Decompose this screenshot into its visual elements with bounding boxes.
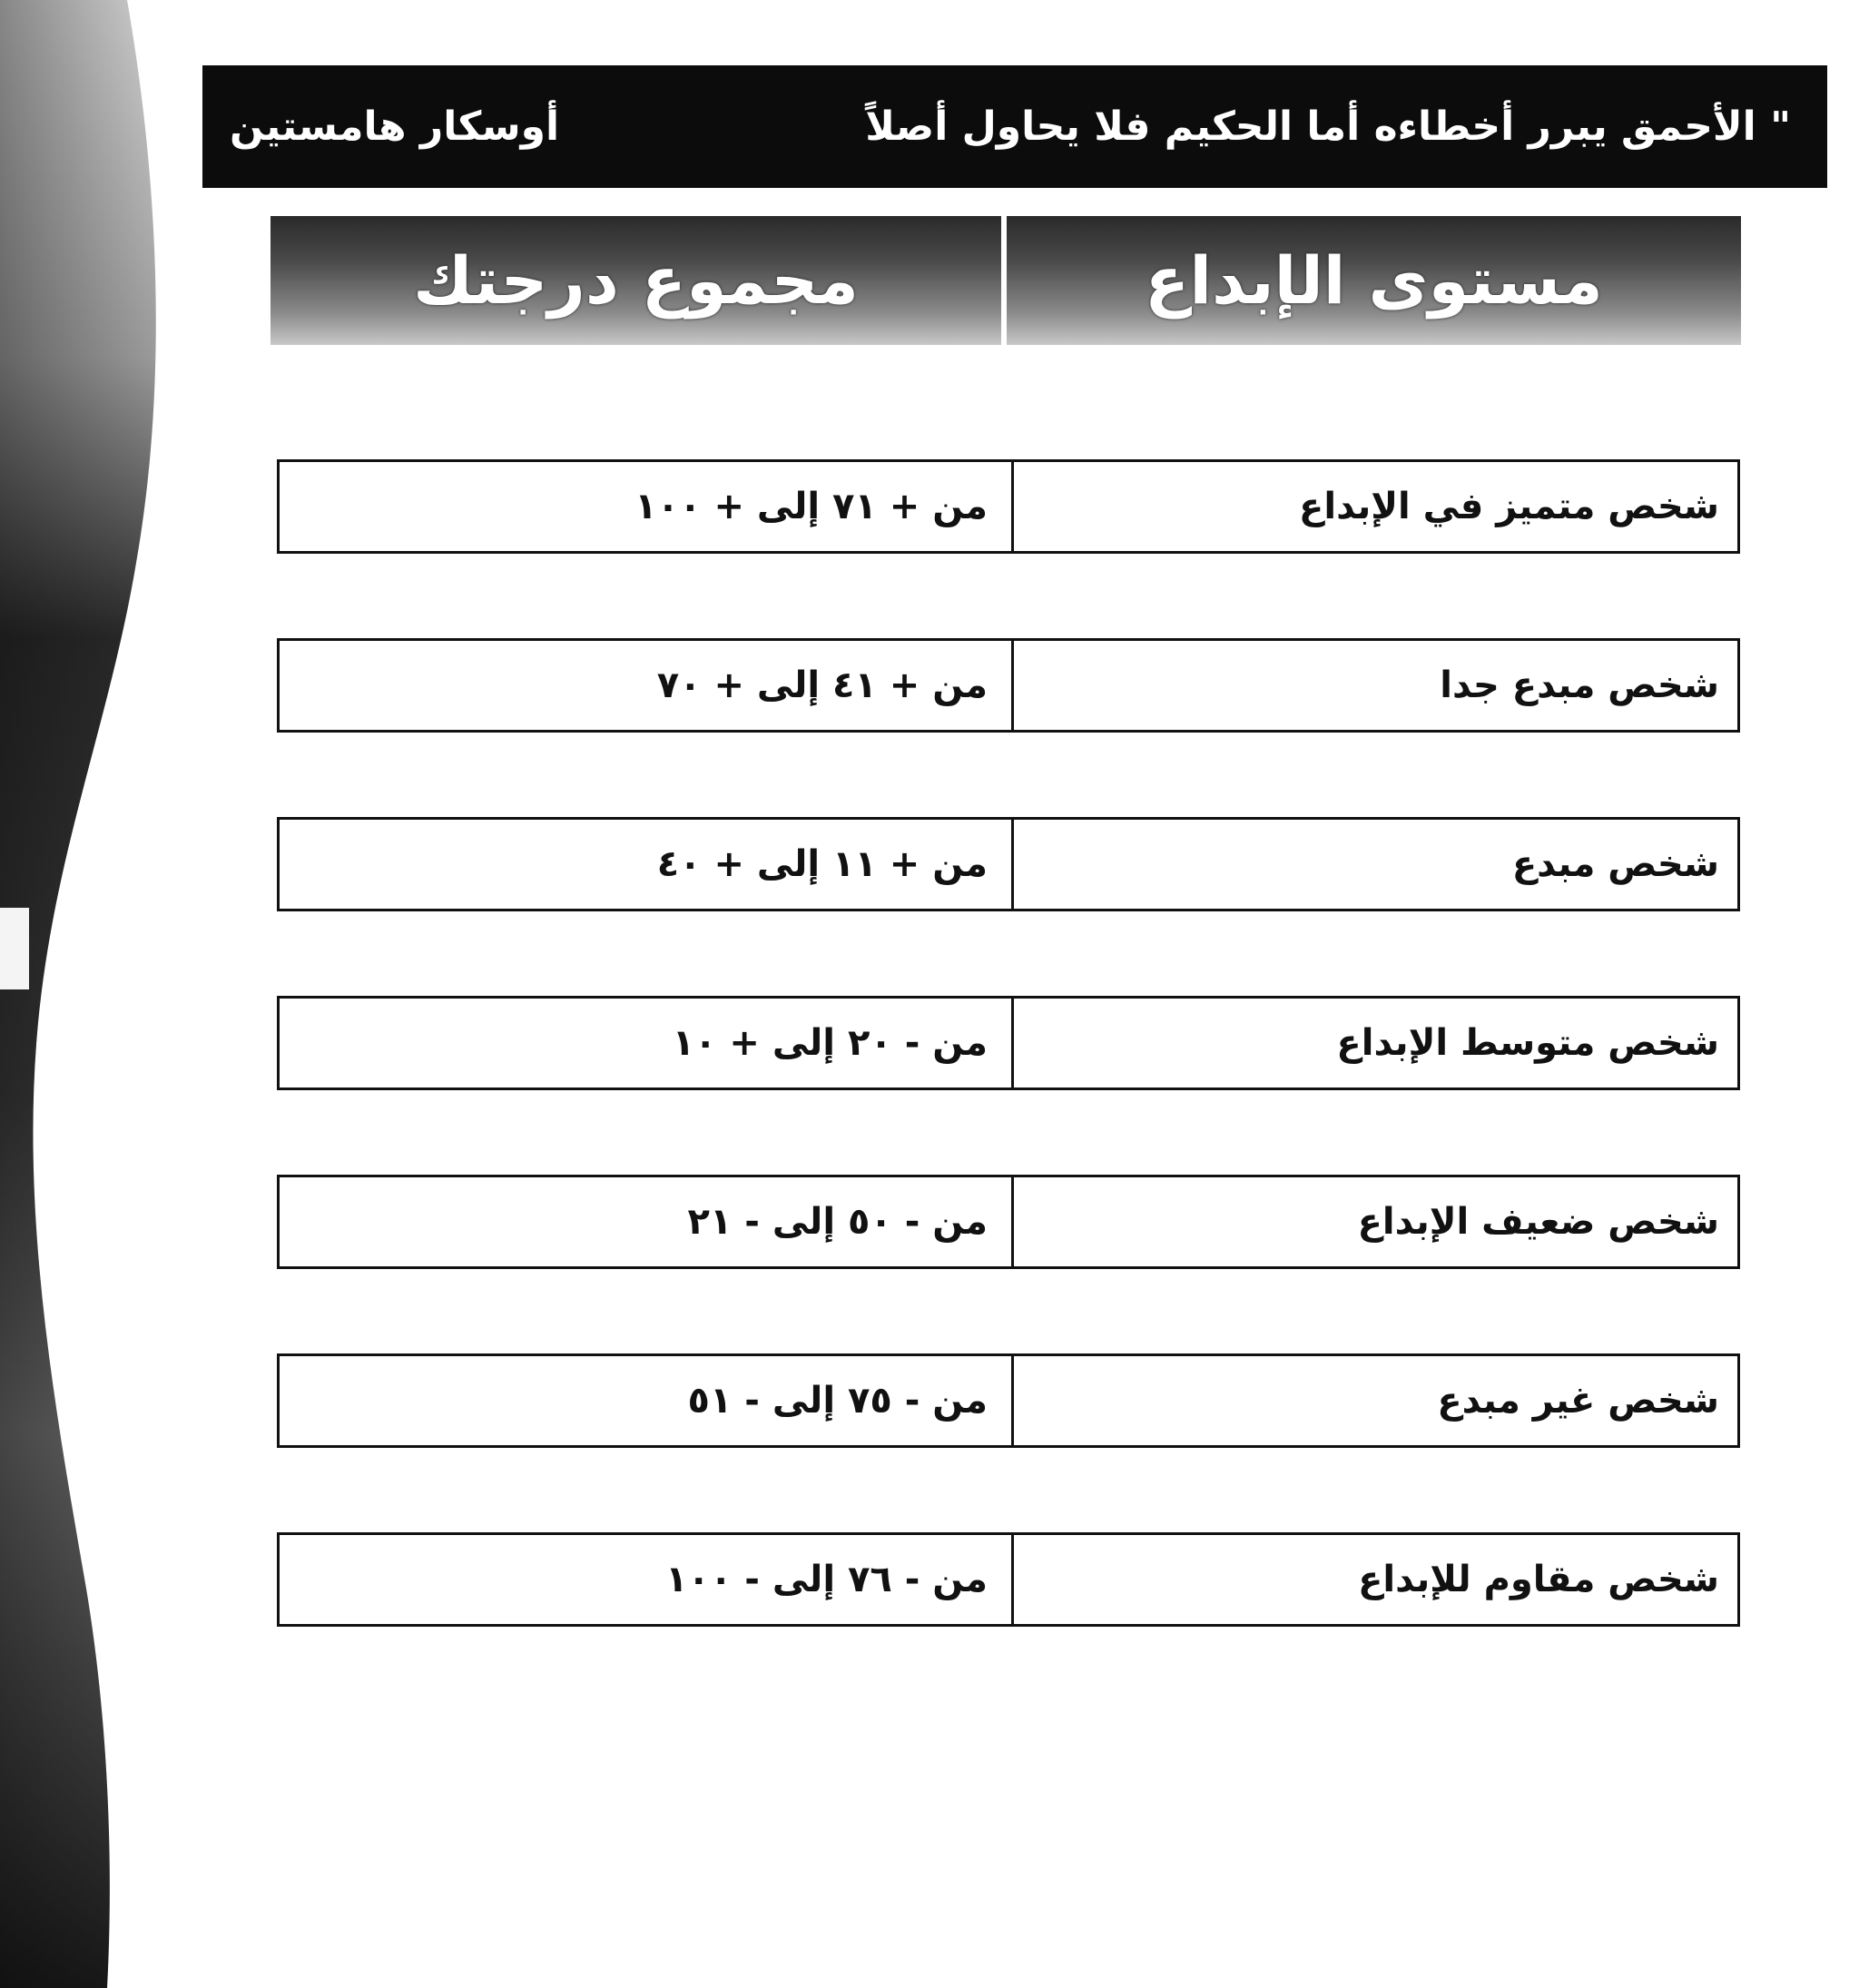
row-level: شخص ضعيف الإبداع <box>1011 1177 1737 1266</box>
header-level <box>1007 216 1741 345</box>
row-level: شخص متميز في الإبداع <box>1011 462 1737 551</box>
row-range: من - ٧٥ إلى - ٥١ <box>687 1380 988 1422</box>
quote-author: أوسكار هامستين <box>230 103 560 150</box>
row-level: شخص غير مبدع <box>1011 1356 1737 1445</box>
decorative-photo-strip <box>0 0 182 1988</box>
quote-banner <box>202 65 1827 188</box>
table-row <box>277 817 1740 911</box>
table-row <box>277 1532 1740 1627</box>
table-header <box>270 216 1741 345</box>
header-score <box>270 216 1001 345</box>
row-range: من + ٤١ إلى + ٧٠ <box>656 664 988 706</box>
row-range: من + ٧١ إلى + ١٠٠ <box>634 486 988 527</box>
row-level: شخص متوسط الإبداع <box>1011 999 1737 1087</box>
row-range: من - ٧٦ إلى - ١٠٠ <box>665 1559 988 1600</box>
table-row <box>277 996 1740 1090</box>
row-level: شخص مبدع جدا <box>1011 641 1737 730</box>
table-row <box>277 1353 1740 1448</box>
header-level-label: مستوى الإبداع <box>1145 242 1603 319</box>
row-range: من - ٢٠ إلى + ١٠ <box>672 1022 988 1064</box>
table-row <box>277 638 1740 733</box>
row-level: شخص مقاوم للإبداع <box>1011 1535 1737 1624</box>
row-range: من - ٥٠ إلى - ٢١ <box>687 1201 988 1243</box>
quote-text: " الأحمق يبرر أخطاءه أما الحكيم فلا يحاول أصلاً <box>865 103 1791 150</box>
row-level: شخص مبدع <box>1011 820 1737 909</box>
row-range: من + ١١ إلى + ٤٠ <box>656 843 988 885</box>
header-score-label: مجموع درجتك <box>413 242 859 319</box>
table-row <box>277 1175 1740 1269</box>
table-row <box>277 459 1740 554</box>
